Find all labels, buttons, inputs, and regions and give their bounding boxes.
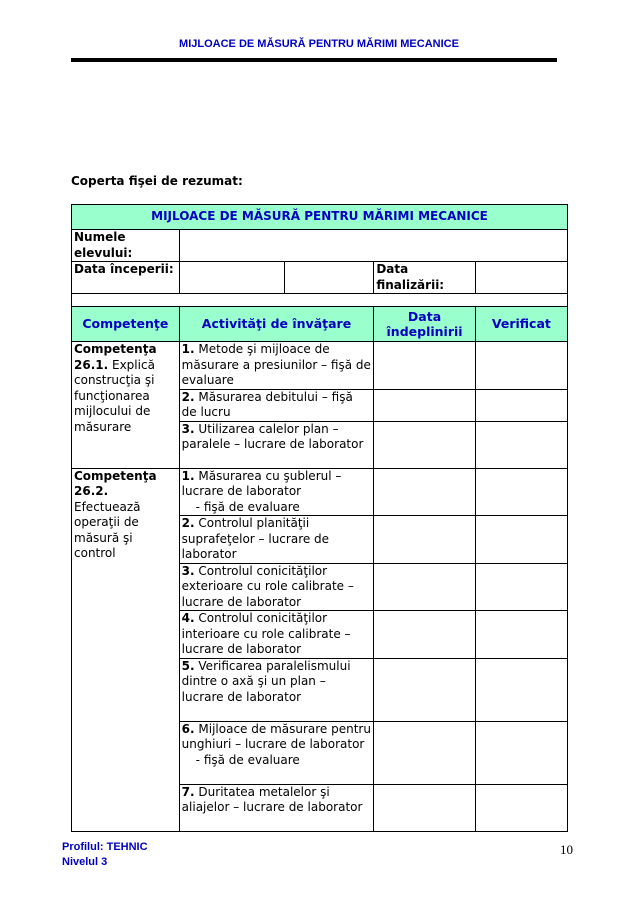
activity-cell xyxy=(179,342,374,390)
activity-text: Utilizarea calelor plan – paralele – lucrare de laborator xyxy=(181,421,364,451)
date-cell[interactable] xyxy=(374,721,475,784)
activity-number: 6. xyxy=(181,721,195,736)
activity-number: 1. xyxy=(181,342,195,356)
activity-cell xyxy=(179,468,374,516)
col-header-activities: Activităţi de învăţare xyxy=(179,307,374,342)
activity-extra: - fişă de evaluare xyxy=(195,752,300,767)
date-cell[interactable] xyxy=(374,516,475,564)
verified-cell[interactable] xyxy=(475,342,567,390)
table-row xyxy=(72,342,568,390)
footer-profile-block xyxy=(62,840,148,870)
verified-cell[interactable] xyxy=(475,421,567,468)
verified-cell[interactable] xyxy=(475,658,567,721)
activity-cell xyxy=(179,389,374,421)
activity-cell xyxy=(179,421,374,468)
column-header-row xyxy=(72,307,568,342)
name-field[interactable] xyxy=(179,230,567,262)
activity-cell xyxy=(179,721,374,784)
start-date-field[interactable] xyxy=(179,262,285,294)
competence-desc: Efectuează operaţii de măsură şi control xyxy=(74,499,141,560)
activity-cell xyxy=(179,784,374,831)
activity-cell xyxy=(179,658,374,721)
activity-text: Măsurarea cu şublerul – lucrare de laborator xyxy=(181,468,342,498)
end-date-field[interactable] xyxy=(475,262,567,294)
running-header: MIJLOACE DE MĂSURĂ PENTRU MĂRIMI MECANICE xyxy=(179,38,459,50)
activity-number: 3. xyxy=(181,421,195,436)
activity-number: 1. xyxy=(181,468,195,483)
verified-cell[interactable] xyxy=(475,721,567,784)
competence-code: Competenţa 26.1. xyxy=(74,342,157,372)
start-date-extra-field[interactable] xyxy=(285,262,374,294)
footer-profile: Profilul: TEHNIC xyxy=(62,841,148,853)
verified-cell[interactable] xyxy=(475,389,567,421)
table-title: MIJLOACE DE MĂSURĂ PENTRU MĂRIMI MECANICE xyxy=(72,205,568,230)
activity-cell xyxy=(179,611,374,659)
name-label: Numele elevului: xyxy=(72,230,180,262)
dates-row xyxy=(72,262,568,294)
activity-text: Măsurarea debitului – fişă de lucru xyxy=(181,389,353,419)
spacer-row xyxy=(72,294,568,307)
page-number: 10 xyxy=(560,842,573,857)
verified-cell[interactable] xyxy=(475,516,567,564)
verified-cell[interactable] xyxy=(475,611,567,659)
summary-table xyxy=(71,204,568,832)
verified-cell[interactable] xyxy=(475,784,567,831)
date-cell[interactable] xyxy=(374,468,475,516)
date-cell[interactable] xyxy=(374,421,475,468)
activity-text: Mijloace de măsurare pentru unghiuri – lucrare de laborator xyxy=(181,721,371,751)
activity-extra: - fişă de evaluare xyxy=(195,499,300,514)
activity-number: 3. xyxy=(181,563,195,578)
activity-text: Duritatea metalelor şi aliajelor – lucrare de laborator xyxy=(181,784,363,814)
date-cell[interactable] xyxy=(374,611,475,659)
activity-number: 5. xyxy=(181,658,195,673)
table-row xyxy=(72,468,568,516)
date-cell[interactable] xyxy=(374,389,475,421)
start-label: Data începerii: xyxy=(72,262,180,294)
activity-text: Verificarea paralelismului dintre o axă şi un plan – lucrare de laborator xyxy=(181,658,351,704)
col-header-verified: Verificat xyxy=(475,307,567,342)
competence-cell xyxy=(72,342,180,469)
verified-cell[interactable] xyxy=(475,563,567,611)
date-cell[interactable] xyxy=(374,784,475,831)
footer-level: Nivelul 3 xyxy=(62,856,108,868)
activity-number: 2. xyxy=(181,389,195,404)
verified-cell[interactable] xyxy=(475,468,567,516)
competence-code: Competenţa 26.2. xyxy=(74,468,157,498)
activity-cell xyxy=(179,563,374,611)
name-row xyxy=(72,230,568,262)
caption: Coperta fişei de rezumat: xyxy=(71,174,243,188)
activity-number: 2. xyxy=(181,516,195,530)
header-rule xyxy=(71,58,557,62)
activity-cell xyxy=(179,516,374,564)
date-cell[interactable] xyxy=(374,342,475,390)
col-header-date: Data îndeplinirii xyxy=(374,307,475,342)
activity-text: Controlul conicităţilor exterioare cu role calibrate – lucrare de laborator xyxy=(181,563,354,609)
competence-desc: Explică construcţia şi funcţionarea mijlocului de măsurare xyxy=(74,357,155,434)
date-cell[interactable] xyxy=(374,563,475,611)
end-label: Data finalizării: xyxy=(374,262,475,294)
date-cell[interactable] xyxy=(374,658,475,721)
col-header-competences: Competenţe xyxy=(72,307,180,342)
table-title-row xyxy=(72,205,568,230)
activity-number: 4. xyxy=(181,611,195,625)
competence-cell xyxy=(72,468,180,831)
activity-text: Controlul planităţii suprafeţelor – lucrare de laborator xyxy=(181,516,330,561)
activity-number: 7. xyxy=(181,784,195,799)
activity-text: Metode şi mijloace de măsurare a presiunilor – fişă de evaluare xyxy=(181,342,371,387)
activity-text: Controlul conicităţilor interioare cu role calibrate – lucrare de laborator xyxy=(181,611,351,656)
